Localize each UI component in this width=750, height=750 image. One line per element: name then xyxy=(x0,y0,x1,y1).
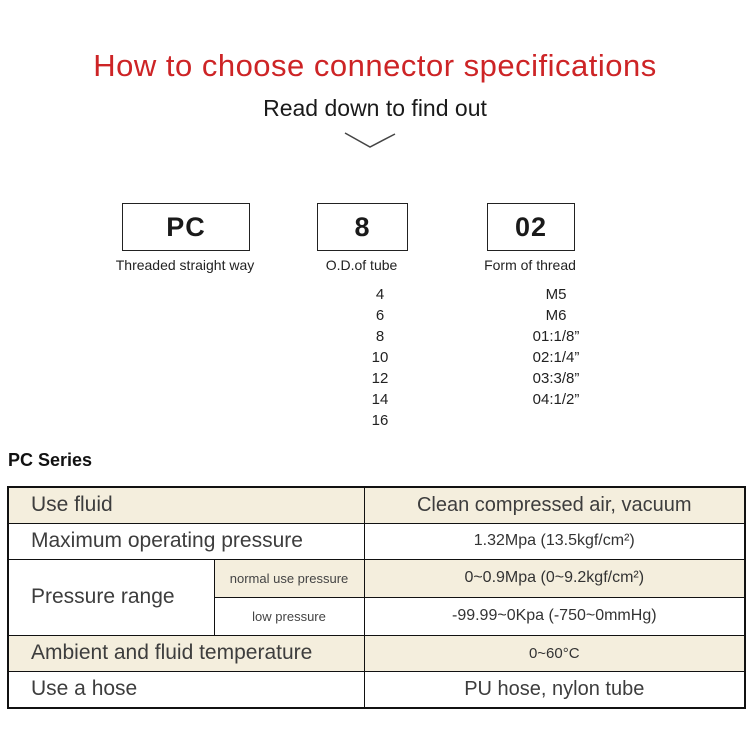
table-row-use-fluid xyxy=(8,487,745,523)
thread-form-option: 01:1/8” xyxy=(532,328,580,345)
tube-size-option: 4 xyxy=(375,286,385,303)
page-subtitle: Read down to find out xyxy=(263,95,487,121)
tube-size-option: 10 xyxy=(371,349,389,366)
spec-value-use-fluid: Clean compressed air, vacuum xyxy=(364,487,745,523)
spec-sublabel-low-pressure: low pressure xyxy=(214,597,364,635)
tube-size-option: 14 xyxy=(371,391,389,408)
thread-form-option: 03:3/8” xyxy=(532,370,580,387)
tube-size-list xyxy=(330,284,430,431)
table-row-max-pressure xyxy=(8,523,745,559)
spec-label-pressure-range: Pressure range xyxy=(8,559,214,635)
thread-form-option: M6 xyxy=(545,307,567,324)
spec-label-max-pressure: Maximum operating pressure xyxy=(8,523,364,559)
spec-value-max-pressure: 1.32Mpa (13.5kgf/cm²) xyxy=(364,523,745,559)
tube-size-option: 16 xyxy=(371,412,389,429)
spec-label-use-fluid: Use fluid xyxy=(8,487,364,523)
spec-table xyxy=(7,486,746,709)
chevron-down-icon xyxy=(344,131,396,150)
tube-size-option: 6 xyxy=(375,307,385,324)
thread-form-option: 02:1/4” xyxy=(532,349,580,366)
spec-value-normal-pressure: 0~0.9Mpa (0~9.2kgf/cm²) xyxy=(364,559,745,597)
code-thread-form-text: 02 xyxy=(514,211,548,242)
code-tube-od-text: 8 xyxy=(354,211,371,242)
spec-sublabel-normal-pressure: normal use pressure xyxy=(214,559,364,597)
spec-value-hose: PU hose, nylon tube xyxy=(364,671,745,708)
series-heading: PC Series xyxy=(8,450,93,470)
code-series-text: PC xyxy=(166,211,206,242)
thread-form-option: 04:1/2” xyxy=(532,391,580,408)
code-box-thread-form xyxy=(487,203,575,251)
caption-thread-form: Form of thread xyxy=(484,257,576,273)
tube-size-option: 8 xyxy=(375,328,385,345)
thread-form-option: M5 xyxy=(545,286,567,303)
tube-size-option: 12 xyxy=(371,370,389,387)
caption-tube-od: O.D.of tube xyxy=(325,257,398,273)
spec-value-low-pressure: -99.99~0Kpa (-750~0mmHg) xyxy=(364,597,745,635)
page-title: How to choose connector specifications xyxy=(93,48,657,83)
spec-label-temperature: Ambient and fluid temperature xyxy=(8,635,364,671)
caption-series: Threaded straight way xyxy=(115,257,255,273)
table-row-normal-pressure xyxy=(8,559,745,597)
code-box-series xyxy=(122,203,250,251)
thread-form-list xyxy=(496,284,616,410)
table-row-temperature xyxy=(8,635,745,671)
code-box-tube-od xyxy=(317,203,408,251)
spec-value-temperature: 0~60°C xyxy=(364,635,745,671)
spec-label-hose: Use a hose xyxy=(8,671,364,708)
table-row-hose xyxy=(8,671,745,708)
